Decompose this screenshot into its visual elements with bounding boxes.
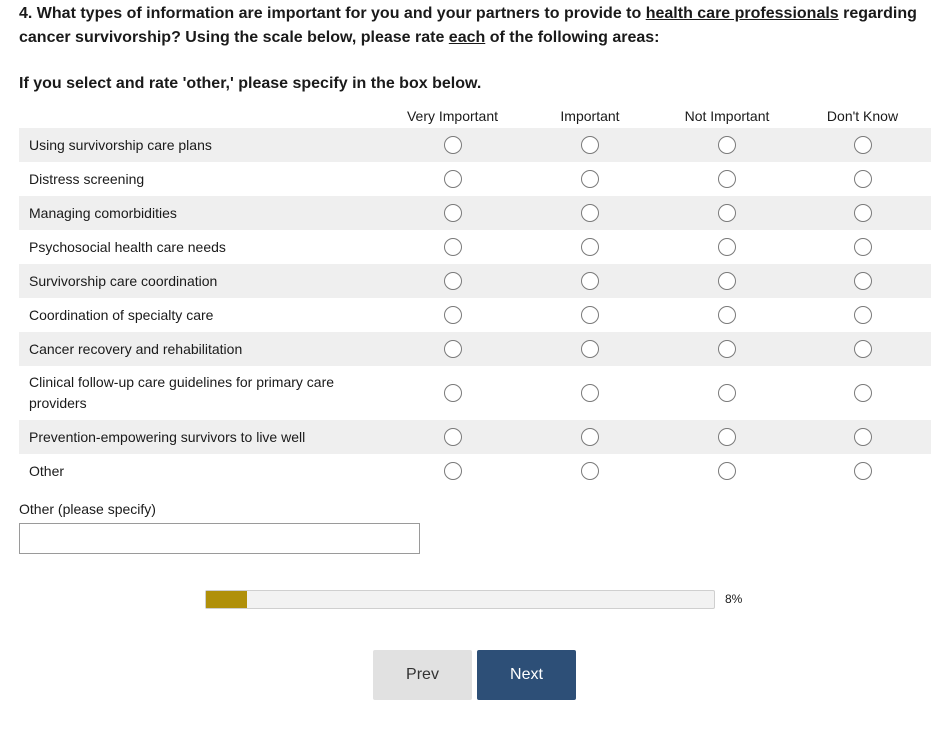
rating-cell bbox=[520, 196, 660, 230]
question-text bbox=[19, 2, 934, 50]
radio-very-important[interactable] bbox=[444, 238, 462, 256]
rating-row bbox=[19, 420, 931, 454]
rating-cell bbox=[520, 230, 660, 264]
rating-cell bbox=[660, 128, 794, 162]
scale-header-very-important: Very Important bbox=[406, 108, 499, 124]
rating-cell bbox=[794, 128, 931, 162]
rating-row bbox=[19, 366, 931, 420]
radio-very-important[interactable] bbox=[444, 340, 462, 358]
rating-cell bbox=[385, 230, 520, 264]
rating-row-label: Using survivorship care plans bbox=[19, 128, 385, 162]
scale-header-not-important: Not Important bbox=[684, 108, 770, 124]
rating-cell bbox=[385, 162, 520, 196]
radio-important[interactable] bbox=[581, 462, 599, 480]
radio-dont-know[interactable] bbox=[854, 462, 872, 480]
rating-cell bbox=[794, 332, 931, 366]
rating-cell bbox=[660, 298, 794, 332]
radio-important[interactable] bbox=[581, 272, 599, 290]
rating-grid bbox=[19, 104, 931, 488]
rating-cell bbox=[794, 264, 931, 298]
rating-cell bbox=[794, 298, 931, 332]
rating-cell bbox=[660, 332, 794, 366]
rating-cell bbox=[385, 128, 520, 162]
rating-cell bbox=[660, 162, 794, 196]
radio-important[interactable] bbox=[581, 238, 599, 256]
radio-not-important[interactable] bbox=[718, 136, 736, 154]
radio-important[interactable] bbox=[581, 428, 599, 446]
radio-very-important[interactable] bbox=[444, 204, 462, 222]
rating-rows bbox=[19, 128, 931, 488]
rating-row bbox=[19, 128, 931, 162]
rating-cell bbox=[794, 366, 931, 420]
radio-not-important[interactable] bbox=[718, 384, 736, 402]
radio-dont-know[interactable] bbox=[854, 428, 872, 446]
scale-header-dont-know: Don't Know bbox=[826, 108, 899, 124]
rating-cell bbox=[520, 162, 660, 196]
rating-cell bbox=[520, 332, 660, 366]
scale-header-important: Important bbox=[560, 108, 620, 124]
prev-button[interactable]: Prev bbox=[373, 650, 472, 700]
rating-cell bbox=[794, 454, 931, 488]
rating-cell bbox=[385, 298, 520, 332]
radio-dont-know[interactable] bbox=[854, 170, 872, 188]
header-spacer bbox=[19, 104, 385, 128]
rating-cell bbox=[660, 264, 794, 298]
rating-row-label: Cancer recovery and rehabilitation bbox=[19, 332, 385, 366]
rating-row-label: Managing comorbidities bbox=[19, 196, 385, 230]
radio-not-important[interactable] bbox=[718, 428, 736, 446]
radio-not-important[interactable] bbox=[718, 238, 736, 256]
radio-very-important[interactable] bbox=[444, 136, 462, 154]
rating-cell bbox=[385, 264, 520, 298]
other-specify-label: Other (please specify) bbox=[19, 501, 156, 517]
rating-row bbox=[19, 196, 931, 230]
rating-cell bbox=[520, 454, 660, 488]
radio-not-important[interactable] bbox=[718, 170, 736, 188]
radio-very-important[interactable] bbox=[444, 462, 462, 480]
rating-row bbox=[19, 264, 931, 298]
progress-bar bbox=[205, 590, 715, 609]
radio-important[interactable] bbox=[581, 306, 599, 324]
rating-cell bbox=[520, 128, 660, 162]
rating-cell bbox=[794, 196, 931, 230]
radio-important[interactable] bbox=[581, 384, 599, 402]
rating-row-label: Survivorship care coordination bbox=[19, 264, 385, 298]
radio-not-important[interactable] bbox=[718, 340, 736, 358]
rating-row-label: Distress screening bbox=[29, 170, 145, 187]
rating-cell bbox=[660, 230, 794, 264]
radio-dont-know[interactable] bbox=[854, 384, 872, 402]
radio-very-important[interactable] bbox=[444, 272, 462, 290]
rating-cell bbox=[660, 196, 794, 230]
radio-not-important[interactable] bbox=[718, 462, 736, 480]
rating-cell bbox=[520, 420, 660, 454]
radio-important[interactable] bbox=[581, 204, 599, 222]
radio-not-important[interactable] bbox=[718, 306, 736, 324]
question-middle: regarding cancer survivorship? Using the scale below, please rate bbox=[19, 5, 917, 46]
rating-row-label: Other bbox=[29, 462, 65, 479]
rating-row bbox=[19, 332, 931, 366]
rating-cell bbox=[520, 366, 660, 420]
rating-cell bbox=[385, 420, 520, 454]
rating-row bbox=[19, 454, 931, 488]
rating-row-label: Prevention-empowering survivors to live well bbox=[19, 420, 385, 454]
rating-cell bbox=[660, 420, 794, 454]
next-button[interactable]: Next bbox=[477, 650, 576, 700]
instruction-text: If you select and rate 'other,' please specify in the box below. bbox=[19, 75, 482, 92]
rating-row-label: Psychosocial health care needs bbox=[29, 238, 226, 255]
rating-row-label: Coordination of specialty care bbox=[29, 306, 214, 323]
rating-row bbox=[19, 298, 931, 332]
scale-header-row bbox=[19, 104, 931, 128]
question-prefix: 4. What types of information are important for you and your partners to provide to bbox=[19, 5, 646, 22]
radio-dont-know[interactable] bbox=[854, 136, 872, 154]
radio-dont-know[interactable] bbox=[854, 238, 872, 256]
progress-percent: 8% bbox=[725, 592, 743, 606]
radio-not-important[interactable] bbox=[718, 204, 736, 222]
rating-cell bbox=[660, 366, 794, 420]
progress-bar-fill bbox=[206, 591, 247, 608]
radio-very-important[interactable] bbox=[444, 384, 462, 402]
rating-cell bbox=[660, 454, 794, 488]
radio-dont-know[interactable] bbox=[854, 204, 872, 222]
rating-cell bbox=[794, 420, 931, 454]
radio-very-important[interactable] bbox=[444, 306, 462, 324]
rating-row bbox=[19, 162, 931, 196]
rating-cell bbox=[794, 230, 931, 264]
rating-cell bbox=[385, 332, 520, 366]
radio-dont-know[interactable] bbox=[854, 306, 872, 324]
question-emphasis-health-care-professionals: health care professionals bbox=[645, 5, 839, 22]
question-suffix: of the following areas: bbox=[485, 29, 660, 46]
radio-dont-know[interactable] bbox=[854, 272, 872, 290]
rating-cell bbox=[794, 162, 931, 196]
rating-cell bbox=[385, 454, 520, 488]
rating-cell bbox=[520, 298, 660, 332]
radio-important[interactable] bbox=[581, 136, 599, 154]
question-emphasis-each: each bbox=[448, 29, 486, 46]
rating-cell bbox=[385, 366, 520, 420]
radio-very-important[interactable] bbox=[444, 170, 462, 188]
radio-important[interactable] bbox=[581, 170, 599, 188]
rating-cell bbox=[385, 196, 520, 230]
rating-row bbox=[19, 230, 931, 264]
rating-cell bbox=[520, 264, 660, 298]
radio-dont-know[interactable] bbox=[854, 340, 872, 358]
radio-important[interactable] bbox=[581, 340, 599, 358]
radio-not-important[interactable] bbox=[718, 272, 736, 290]
radio-very-important[interactable] bbox=[444, 428, 462, 446]
rating-row-label: Clinical follow-up care guidelines for primary care providers bbox=[29, 374, 335, 411]
other-specify-input[interactable] bbox=[19, 523, 420, 554]
